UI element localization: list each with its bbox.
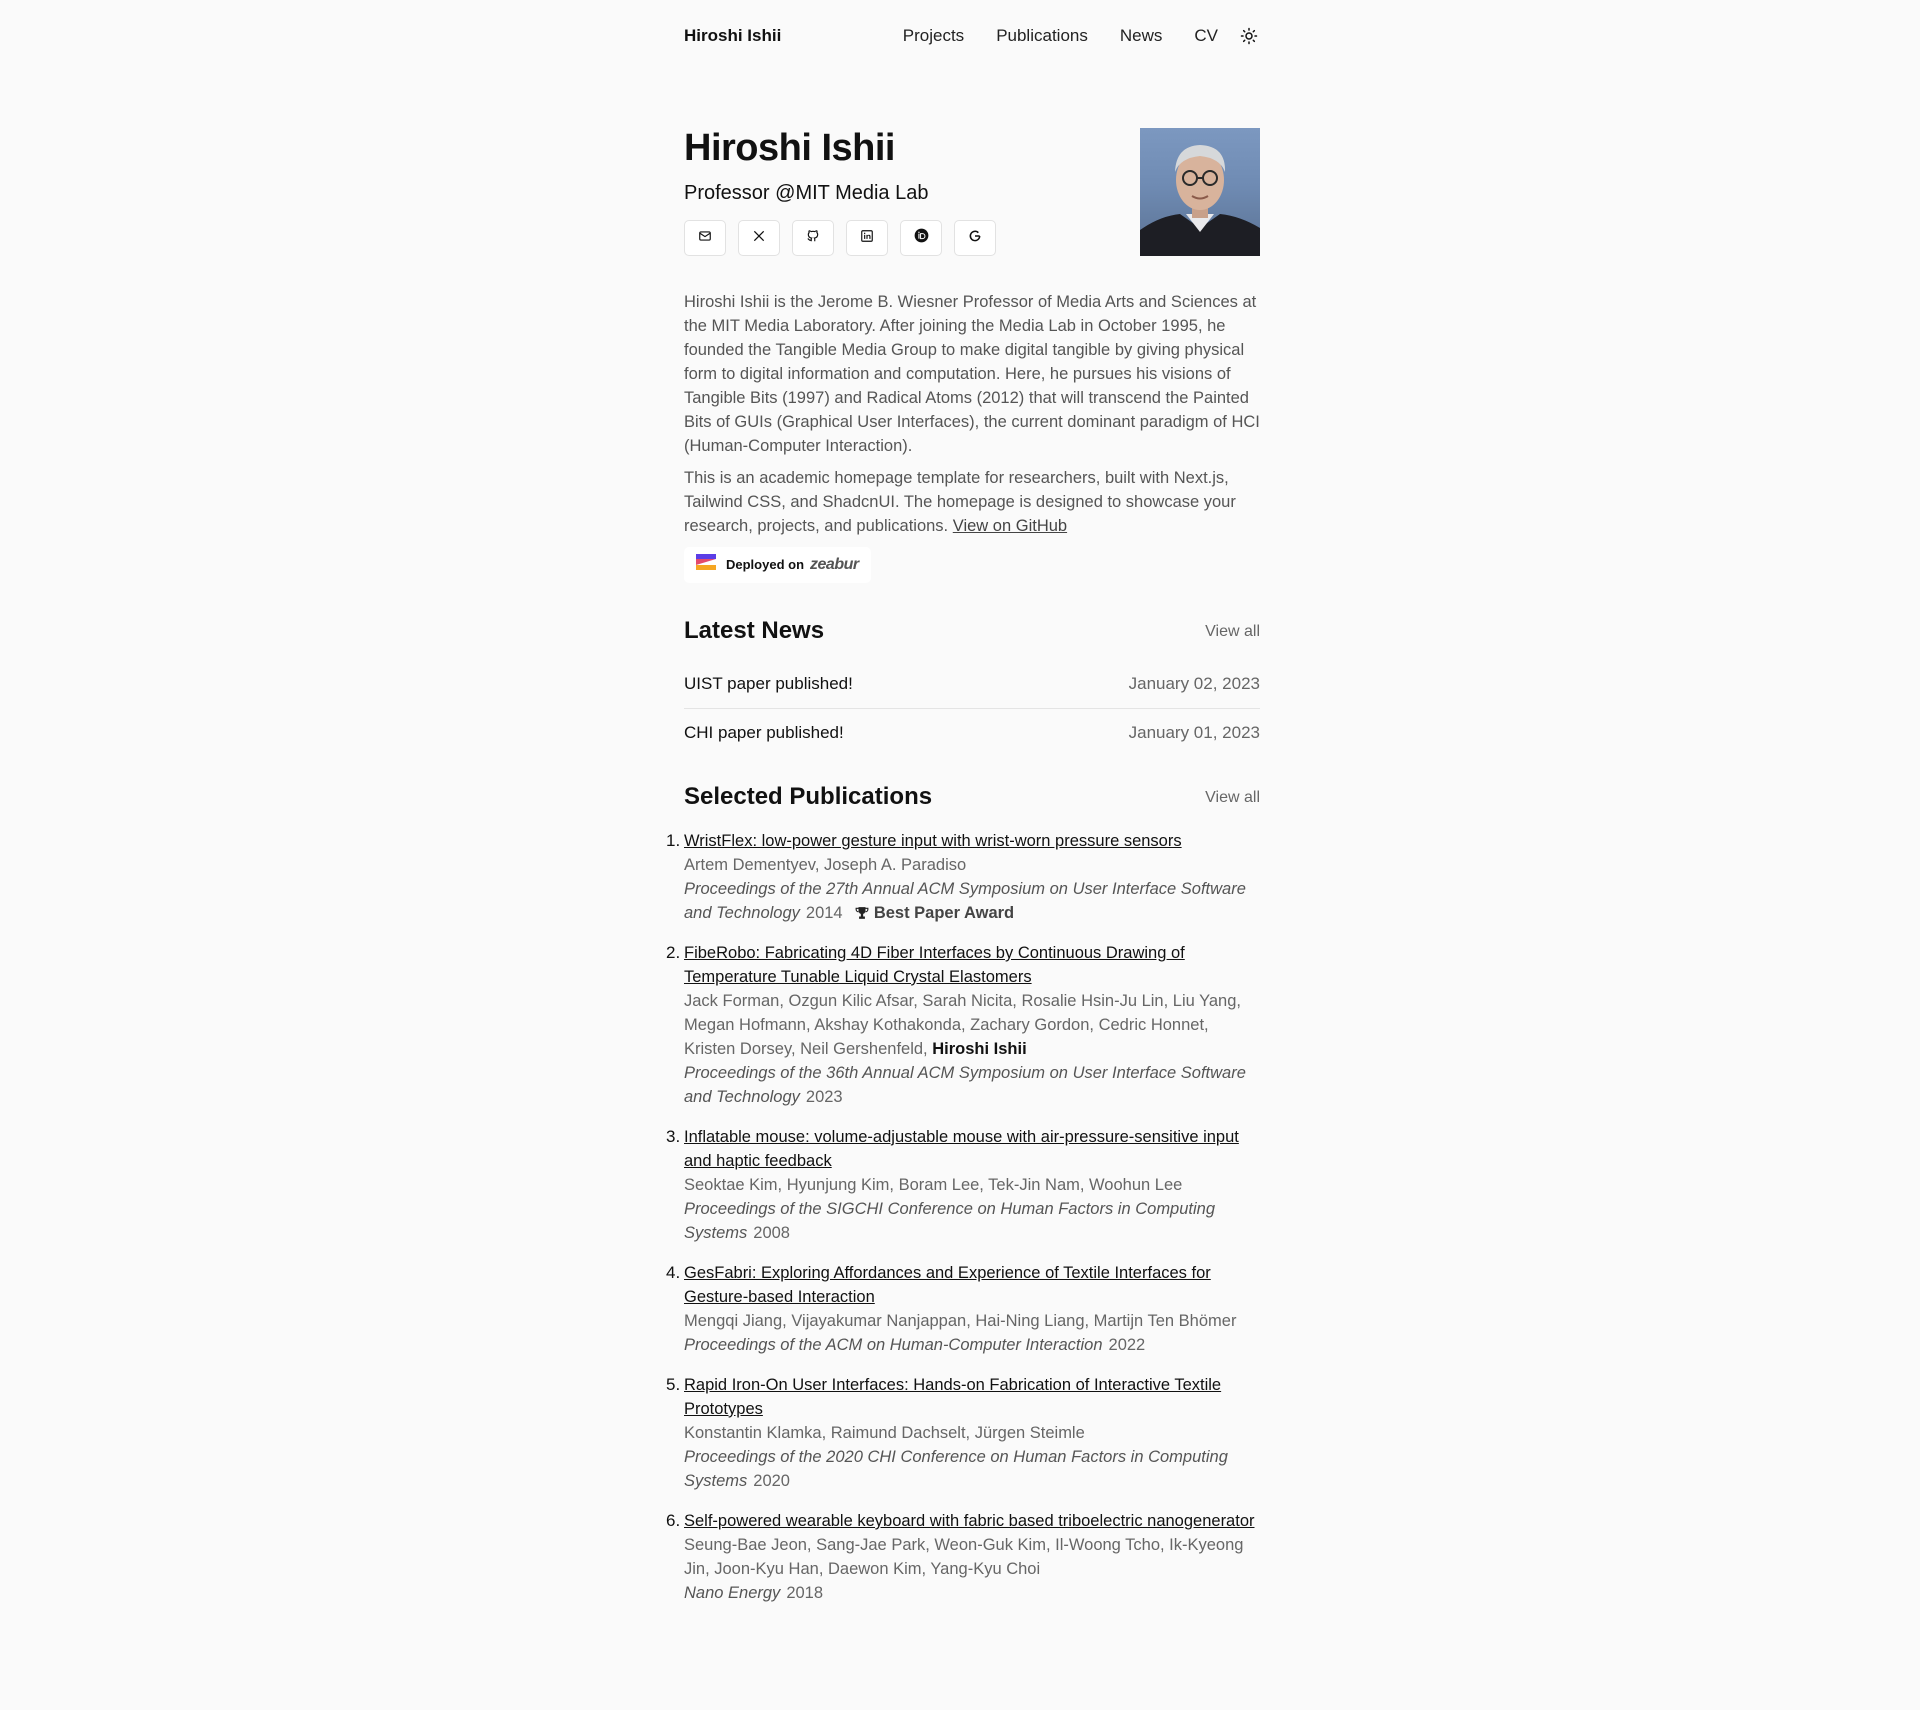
nav-link-publications[interactable]: Publications [996,26,1088,45]
publication-number: 4. [666,1263,681,1282]
bio-paragraph: Hiroshi Ishii is the Jerome B. Wiesner Professor of Media Arts and Sciences at the MIT Media Laboratory. After joining the Media Lab in October 1995, he founded the Tangible Media Group to make digital tangible by giving physical form to digital information and computation. Here, he pursues his visions of Tangible Bits (1997) and Radical Atoms (2012) that will transcend the Painted Bits of GUIs (Graphical User Interfaces), the current dominant paradigm of HCI (Human-Computer Interaction). [684,293,1260,455]
github-button[interactable] [792,220,834,256]
award-badge [855,904,1014,922]
publication-item [666,941,1260,1109]
mail-icon [698,228,712,248]
publications-section [666,783,1260,1605]
template-note-text: This is an academic homepage template for researchers, built with Next.js, Tailwind CSS, and ShadcnUI. The homepage is designed to showcase your research, projects, and publications. [684,469,1236,535]
orcid-icon [914,228,929,248]
nav-link-cv[interactable]: CV [1194,26,1218,45]
publication-year: 2014 [805,904,843,922]
site-brand[interactable]: Hiroshi Ishii [684,26,782,45]
linkedin-button[interactable] [846,220,888,256]
nav-links [871,25,1260,47]
publication-title[interactable]: Self-powered wearable keyboard with fabric based triboelectric nanogenerator [684,1512,1255,1530]
trophy-icon [855,904,874,922]
news-date: January 02, 2023 [1128,673,1260,693]
publication-venue-line [684,877,1260,925]
publication-title[interactable]: GesFabri: Exploring Affordances and Experience of Textile Interfaces for Gesture-based Interaction [684,1264,1211,1306]
publication-venue-line [684,1061,1260,1109]
publication-venue: Proceedings of the ACM on Human-Computer Interaction [684,1336,1103,1354]
publication-authors: Konstantin Klamka, Raimund Dachselt, Jürgen Steimle [684,1424,1085,1442]
publication-venue: Proceedings of the SIGCHI Conference on Human Factors in Computing Systems [684,1200,1216,1242]
news-section [684,617,1260,757]
publications-header [684,783,1260,811]
news-item[interactable] [684,708,1260,757]
publication-year: 2023 [805,1088,843,1106]
publication-number: 3. [666,1127,681,1146]
news-date: January 01, 2023 [1128,723,1260,742]
publication-title[interactable]: Rapid Iron-On User Interfaces: Hands-on Fabrication of Interactive Textile Prototypes [684,1376,1222,1418]
publication-item [666,1373,1260,1493]
publication-venue-line [684,1445,1260,1493]
nav-link-news[interactable]: News [1119,26,1163,45]
publication-year: 2018 [786,1584,824,1602]
publication-venue: Proceedings of the 36th Annual ACM Symposium on User Interface Software and Technology [684,1064,1246,1106]
google-scholar-button[interactable] [954,220,996,256]
news-view-all-link[interactable]: View all [1205,623,1260,640]
google-scholar-icon [968,228,982,248]
publications-view-all-link[interactable]: View all [1205,789,1260,806]
publication-number: 2. [666,943,681,962]
news-title: CHI paper published! [684,723,844,742]
orcid-button[interactable] [900,220,942,256]
news-item[interactable] [684,659,1260,708]
publication-authors: Seung-Bae Jeon, Sang-Jae Park, Weon-Guk Kim, Il-Woong Tcho, Ik-Kyeong Jin, Joon-Kyu Han, Daewon Kim, Yang-Kyu Choi [684,1536,1244,1578]
publication-year: 2022 [1108,1336,1146,1354]
publication-item [666,829,1260,925]
profile-name: Hiroshi Ishii [684,127,895,169]
publication-venue: Proceedings of the 2020 CHI Conference on Human Factors in Computing Systems [684,1448,1228,1490]
news-heading: Latest News [684,617,825,644]
award-label: Best Paper Award [873,904,1015,922]
profile-subtitle: Professor @MIT Media Lab [684,182,929,204]
publication-venue-line [684,1197,1260,1245]
publication-venue-line [684,1333,1260,1357]
news-list [684,659,1260,757]
publication-venue: Proceedings of the 27th Annual ACM Symposium on User Interface Software and Technology [684,880,1246,922]
github-repo-link[interactable]: View on GitHub [952,517,1068,535]
highlighted-author: Hiroshi Ishii [932,1040,1027,1058]
nav-link-projects[interactable]: Projects [902,26,965,45]
news-title: UIST paper published! [684,673,853,693]
theme-toggle-sun-icon[interactable] [1238,25,1260,47]
zeabur-logo-icon [696,553,716,577]
publication-venue: Nano Energy [684,1584,781,1602]
email-button[interactable] [684,220,726,256]
publication-authors-line [684,989,1260,1061]
publication-title[interactable]: WristFlex: low-power gesture input with wrist-worn pressure sensors [684,832,1182,850]
deploy-badge[interactable] [684,547,871,583]
publications-heading: Selected Publications [684,783,933,810]
publication-item [666,1125,1260,1245]
publication-item [666,1261,1260,1357]
publication-venue-line [684,1581,1260,1605]
linkedin-icon [860,228,874,248]
deploy-brand: zeabur [810,556,859,573]
publication-authors: Artem Dementyev, Joseph A. Paradiso [684,856,967,874]
x-twitter-button[interactable] [738,220,780,256]
publication-authors: Seoktae Kim, Hyunjung Kim, Boram Lee, Tek-Jin Nam, Woohun Lee [684,1176,1183,1194]
bio-section [684,290,1260,583]
profile-photo [1140,128,1260,256]
top-nav [684,0,1260,72]
x-icon [752,228,766,248]
publication-number: 5. [666,1375,681,1394]
deploy-label: Deployed on [726,557,805,572]
publication-year: 2008 [753,1224,790,1242]
publication-item [666,1509,1260,1605]
page [666,0,1260,1605]
publication-number: 6. [666,1511,681,1530]
publication-year: 2020 [753,1472,790,1490]
publication-list [666,829,1260,1605]
news-header [684,617,1260,645]
publication-title[interactable]: Inflatable mouse: volume-adjustable mouse with air-pressure-sensitive input and haptic feedback [684,1128,1239,1170]
publication-authors: Jack Forman, Ozgun Kilic Afsar, Sarah Nicita, Rosalie Hsin-Ju Lin, Liu Yang, Megan Hofmann, Akshay Kothakonda, Zachary Gordon, Cedric Honnet, Kristen Dorsey, Neil Gershenfeld, [684,992,1241,1058]
github-icon [806,228,820,248]
profile-header [684,128,1260,256]
template-note [684,466,1260,538]
publication-title[interactable]: FibeRobo: Fabricating 4D Fiber Interfaces by Continuous Drawing of Temperature Tunable Liquid Crystal Elastomers [684,944,1185,986]
publication-number: 1. [666,831,681,850]
publication-authors: Mengqi Jiang, Vijayakumar Nanjappan, Hai-Ning Liang, Martijn Ten Bhömer [684,1312,1237,1330]
